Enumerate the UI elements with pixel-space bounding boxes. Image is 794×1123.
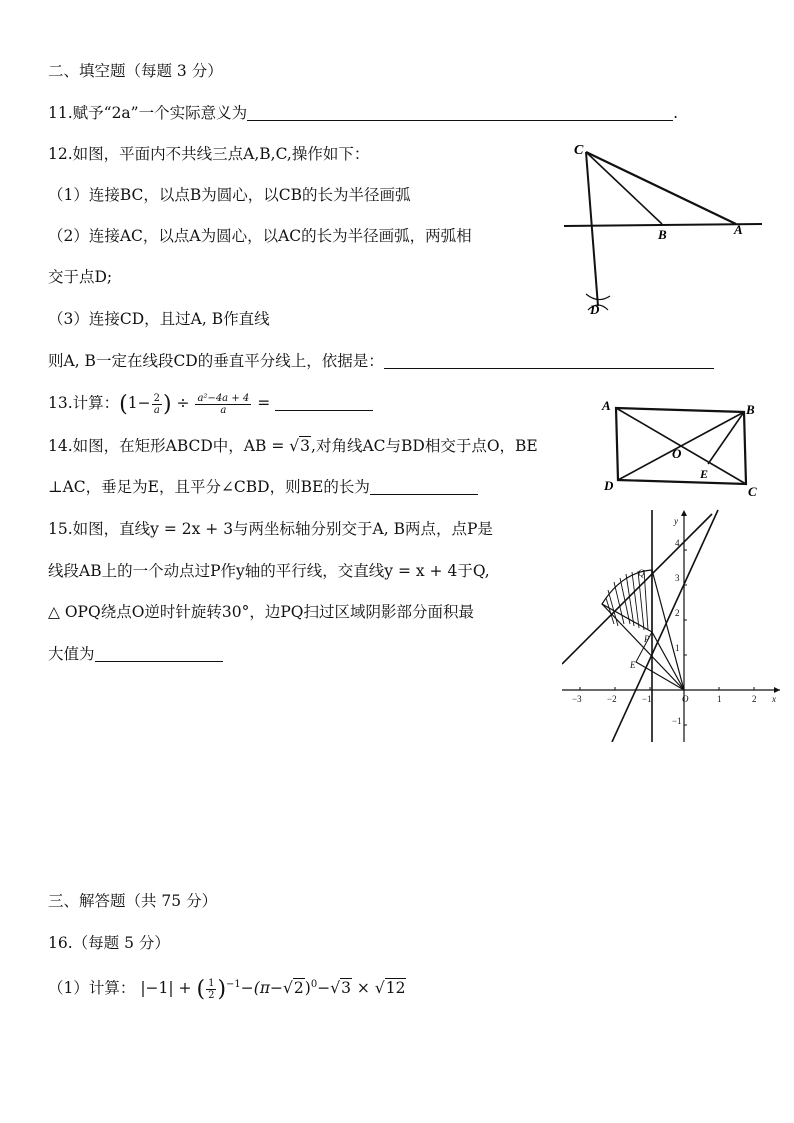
point-Q: Q <box>638 568 645 578</box>
q16-times: × <box>356 979 370 998</box>
q15-answer-blank[interactable] <box>95 645 223 662</box>
label-D: D <box>604 478 614 493</box>
q16-rest-a: −(π− <box>240 979 284 998</box>
q15-line2: 线段AB上的一个动点过P作y轴的平行线，交直线y = x + 4于Q, <box>48 562 490 580</box>
q12-step2b: 交于点D; <box>48 268 113 286</box>
q12-line1: 12.如图，平面内不共线三点A,B,C,操作如下： <box>48 145 370 163</box>
y-tick-1: 1 <box>675 643 680 653</box>
q14-line2 <box>48 476 478 498</box>
q14-figure <box>596 396 768 500</box>
q13-one: 1 <box>127 394 138 412</box>
q11-text: 11.赋予“2a”一个实际意义为 <box>48 104 248 122</box>
q12-step3: （3）连接CD，且过A, B作直线 <box>48 310 270 328</box>
q15-line4 <box>48 643 223 665</box>
q16-abs: |−1| <box>140 979 174 998</box>
q15-figure <box>562 506 784 742</box>
q16-rest-c: − <box>317 979 331 998</box>
q16-prefix: （1）计算： <box>48 979 136 998</box>
q12-step1: （1）连接BC，以点B为圆心，以CB的长为半径画弧 <box>48 186 411 204</box>
x-tick-neg1: −1 <box>642 694 652 704</box>
x-axis-label: x <box>772 694 776 704</box>
q12-figure <box>558 138 768 318</box>
q14-text-c: ⊥AC，垂足为E，且平分∠CBD，则BE的长为 <box>48 478 370 496</box>
q16-rest-b: ) <box>304 979 311 998</box>
question-11 <box>48 102 678 124</box>
x-tick-neg2: −2 <box>607 694 617 704</box>
q13-div: ÷ <box>176 394 190 412</box>
label-A: A <box>602 398 611 413</box>
q12-conclusion-text: 则A, B一定在线段CD的垂直平分线上，依据是： <box>48 352 384 370</box>
label-C: C <box>748 484 757 499</box>
q16-exp0: 0 <box>310 979 318 990</box>
point-P: P <box>644 634 650 644</box>
q13-answer-blank[interactable] <box>275 394 373 411</box>
q12-step2: （2）连接AC，以点A为圆心，以AC的长为半径画弧，两弧相 <box>48 227 472 245</box>
point-E: E <box>630 660 636 670</box>
q16-exp: −1 <box>226 979 241 990</box>
q13-prefix: 13.计算： <box>48 394 120 412</box>
q16-sqrt2: 2 <box>293 979 304 998</box>
x-tick-2: 2 <box>752 694 757 704</box>
q14-answer-blank[interactable] <box>370 478 478 495</box>
q14-sqrt3: 3 <box>300 437 311 455</box>
origin-label: O <box>682 694 689 704</box>
label-C: C <box>574 143 584 158</box>
section-title: 二、填空题（每题 3 分） <box>48 62 223 80</box>
y-tick-2: 2 <box>675 608 680 618</box>
label-O: O <box>672 446 682 461</box>
label-D: D <box>590 302 600 317</box>
q12-conclusion <box>48 350 714 372</box>
label-E: E <box>700 467 709 481</box>
label-B: B <box>658 227 667 242</box>
x-tick-neg3: −3 <box>572 694 582 704</box>
q15-line1: 15.如图，直线y = 2x + 3与两坐标轴分别交于A, B两点，点P是 <box>48 520 493 538</box>
y-tick-neg1: −1 <box>672 716 682 726</box>
q13-minus: − <box>137 394 151 412</box>
y-axis-label: y <box>674 516 678 526</box>
q16-part1: （1）计算： |−1| + ( $\frac{1}{2}$ )$^{-1}-(\pi-√2)^0-√3 \times √12$ <box>48 977 406 1003</box>
q12-answer-blank[interactable] <box>384 352 714 369</box>
q13-frac2: $\frac{\text{a²−4a + 4}}{a}$ <box>197 392 250 416</box>
q11-answer-blank[interactable] <box>247 104 673 121</box>
q14-text-b: ,对角线AC与BD相交于点O，BE <box>311 437 538 455</box>
q11-end: . <box>673 104 679 122</box>
q15-line3: △ OPQ绕点O逆时针旋转30°，边PQ扫过区域阴影部分面积最 <box>48 603 475 621</box>
question-13: 13.计算：(1− $\frac{2}{a}$ ) ÷ $\frac{\text{a²−4a + 4}}{a}$ = <box>48 392 373 416</box>
q13-eq: = <box>257 394 271 412</box>
label-B: B <box>746 402 755 417</box>
q15-text: 大值为 <box>48 645 95 663</box>
q16-plus: + <box>178 979 192 998</box>
q16-header: 16.（每题 5 分） <box>48 934 170 952</box>
x-tick-1: 1 <box>717 694 722 704</box>
label-A: A <box>734 222 743 237</box>
q13-frac1: $\frac{2}{a}$ <box>153 392 160 416</box>
q16-sqrt3: 3 <box>341 979 351 998</box>
y-tick-4: 4 <box>675 538 680 548</box>
q14-line1: 14.如图，在矩形ABCD中，AB = √3,对角线AC与BD相交于点O，BE <box>48 437 538 455</box>
q16-sqrt12: 12 <box>385 979 406 998</box>
y-tick-3: 3 <box>675 573 680 583</box>
q16-half: $\frac{1}{2}$ <box>208 977 215 1001</box>
section-title: 三、解答题（共 75 分） <box>48 892 218 910</box>
q14-text-a: 14.如图，在矩形ABCD中，AB = <box>48 437 290 455</box>
